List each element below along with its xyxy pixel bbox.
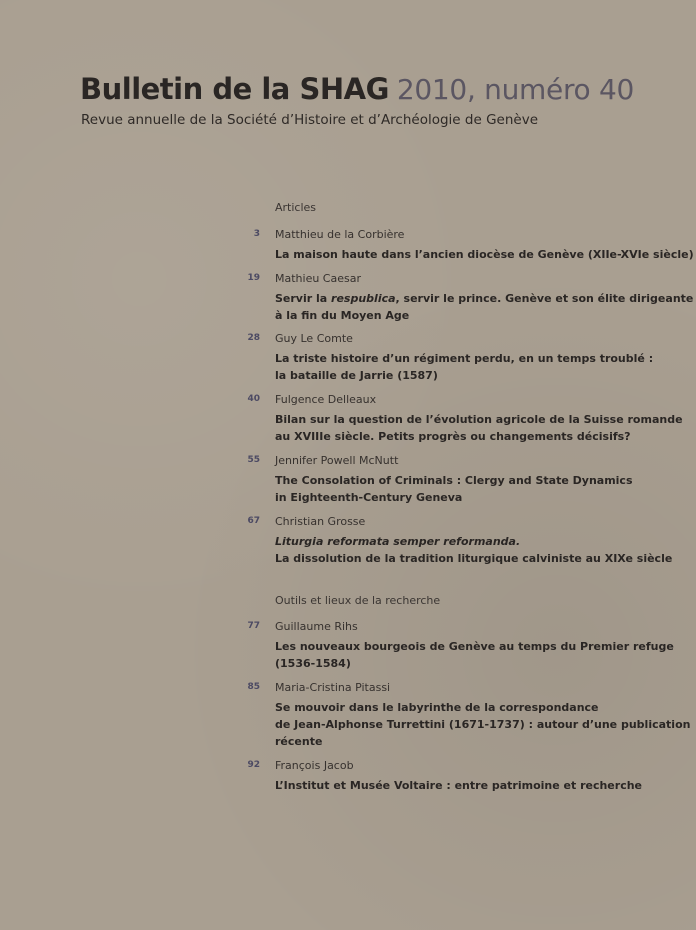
author-name: Mathieu Caesar — [275, 272, 361, 285]
article-title: Liturgia reformata semper reformanda. La dissolution de la tradition liturgique calviniste au XIXe siècle — [275, 535, 673, 565]
author-name: Christian Grosse — [275, 515, 366, 528]
author-name: Jennifer Powell McNutt — [275, 454, 399, 467]
page-number: 55 — [247, 455, 260, 465]
page-number: 67 — [247, 516, 260, 526]
article-title: Se mouvoir dans le labyrinthe de la correspondance de Jean-Alphonse Turrettini (1671-1737) : autour d’une publication récente — [275, 701, 691, 748]
journal-title-line — [80, 72, 634, 106]
article-title: La triste histoire d’un régiment perdu, en un temps troublé : la bataille de Jarrie (1587) — [275, 352, 654, 382]
page-number: 28 — [247, 333, 260, 343]
author-name: Guy Le Comte — [275, 332, 353, 345]
author-name: Maria-Cristina Pitassi — [275, 681, 391, 694]
journal-title: Bulletin de la SHAG — [80, 72, 389, 106]
article-title: Les nouveaux bourgeois de Genève au temps du Premier refuge (1536-1584) — [275, 640, 674, 670]
article-title: Servir la respublica, servir le prince. Genève et son élite dirigeante à la fin du Moyen Age — [275, 292, 694, 322]
section-title-research-tools: Outils et lieux de la recherche — [275, 594, 441, 607]
issue-label: 2010, numéro 40 — [396, 73, 635, 106]
author-name: Matthieu de la Corbière — [275, 228, 405, 241]
page-number: 85 — [247, 682, 260, 692]
article-title: The Consolation of Criminals : Clergy and State Dynamics in Eighteenth-Century Geneva — [275, 474, 633, 504]
journal-subtitle: Revue annuelle de la Société d’Histoire et d’Archéologie de Genève — [81, 112, 538, 128]
author-name: François Jacob — [275, 759, 354, 772]
author-name: Fulgence Delleaux — [275, 393, 377, 406]
page-number: 19 — [247, 273, 260, 283]
article-title: La maison haute dans l’ancien diocèse de Genève (XIIe-XVIe siècle) — [275, 248, 694, 261]
article-title: L’Institut et Musée Voltaire : entre patrimoine et recherche — [275, 779, 643, 792]
page-number: 40 — [247, 394, 260, 404]
author-name: Guillaume Rihs — [275, 620, 358, 633]
page-number: 77 — [247, 621, 260, 631]
article-title: Bilan sur la question de l’évolution agricole de la Suisse romande au XVIIIe siècle. Petits progrès ou changements décisifs? — [275, 413, 683, 443]
page-number: 3 — [253, 229, 260, 239]
section-title-articles: Articles — [275, 201, 317, 214]
page-number: 92 — [247, 760, 260, 770]
